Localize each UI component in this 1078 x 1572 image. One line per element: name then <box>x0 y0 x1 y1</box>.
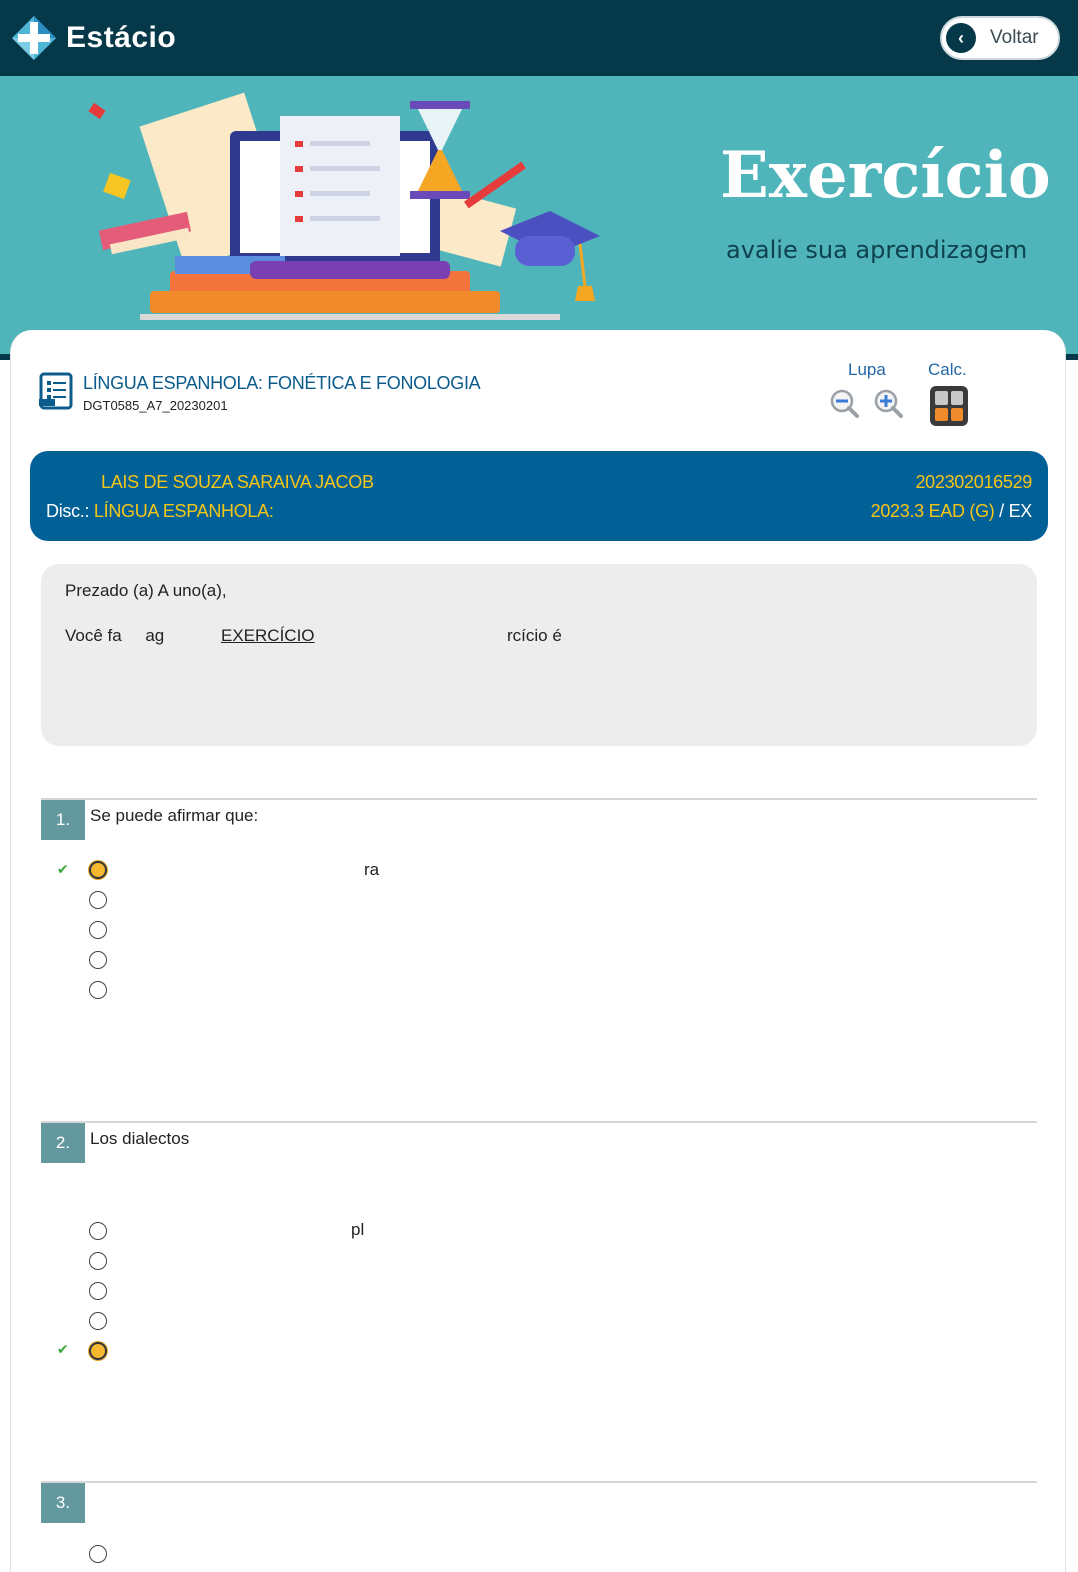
answer-option-text: pl <box>351 1220 365 1239</box>
exercise-link[interactable]: EXERCÍCIO <box>221 626 315 645</box>
question-number: 3. <box>41 1483 85 1523</box>
exercise-card <box>10 330 1066 1572</box>
answer-option[interactable] <box>89 1282 107 1300</box>
zoom-in-icon[interactable] <box>873 388 905 420</box>
answer-option[interactable] <box>89 921 107 939</box>
term-suffix: EX <box>1008 501 1032 521</box>
estacio-logo-icon <box>10 14 58 62</box>
check-icon: ✔ <box>57 1341 69 1357</box>
instructions-greeting: Prezado (a) A uno(a), <box>65 581 227 600</box>
student-name: LAIS DE SOUZA SARAIVA JACOB <box>101 472 374 492</box>
answer-option[interactable] <box>89 981 107 999</box>
answer-option[interactable] <box>89 891 107 909</box>
check-icon: ✔ <box>57 861 69 877</box>
instructions-box <box>41 564 1037 746</box>
answer-option[interactable] <box>89 1252 107 1270</box>
answer-option[interactable] <box>89 1312 107 1330</box>
banner-subtitle: avalie sua aprendizagem <box>726 236 1028 264</box>
brand-name: Estácio <box>66 21 177 54</box>
term-value: 2023.3 EAD (G) <box>870 501 995 521</box>
question-number: 1. <box>41 800 85 840</box>
discipline-label: Disc.: <box>46 501 90 521</box>
answer-option[interactable] <box>89 951 107 969</box>
course-document-icon <box>39 372 73 410</box>
banner-title: Exercício <box>720 138 1051 213</box>
answer-option[interactable] <box>89 1545 107 1563</box>
term-separator: / <box>999 501 1004 521</box>
question-divider <box>41 1121 1037 1123</box>
top-bar <box>0 0 1078 76</box>
student-id: 202302016529 <box>915 472 1032 492</box>
question-divider <box>41 1481 1037 1483</box>
answer-option[interactable] <box>89 1222 107 1240</box>
chevron-left-icon: ‹ <box>946 23 976 53</box>
term-row <box>871 501 1032 522</box>
instructions-line-end: rcício é <box>507 626 562 645</box>
question-text: Se puede afirmar que: <box>90 806 259 825</box>
calculator-icon[interactable] <box>930 386 968 426</box>
student-info-box <box>30 451 1048 541</box>
magnifier-label: Lupa <box>848 360 886 379</box>
question-number: 2. <box>41 1123 85 1163</box>
course-title: LÍNGUA ESPANHOLA: FONÉTICA E FONOLOGIA <box>83 373 481 393</box>
zoom-out-icon[interactable] <box>829 388 861 420</box>
answer-option-selected[interactable] <box>89 861 107 879</box>
course-code: DGT0585_A7_20230201 <box>83 398 228 413</box>
study-illustration <box>80 86 620 326</box>
exercise-banner <box>0 76 1078 360</box>
discipline-value: LÍNGUA ESPANHOLA: <box>93 501 274 521</box>
answer-option-selected[interactable] <box>89 1342 107 1360</box>
answer-option-text: ra <box>364 860 380 879</box>
estacio-logo[interactable] <box>10 14 176 62</box>
back-button[interactable] <box>940 16 1060 60</box>
instructions-line: Você fa ag <box>65 626 165 645</box>
calculator-label: Calc. <box>928 360 967 379</box>
discipline-row <box>46 501 274 522</box>
question-divider <box>41 798 1037 800</box>
back-button-label: Voltar <box>990 27 1039 48</box>
question-text: Los dialectos <box>90 1129 190 1148</box>
